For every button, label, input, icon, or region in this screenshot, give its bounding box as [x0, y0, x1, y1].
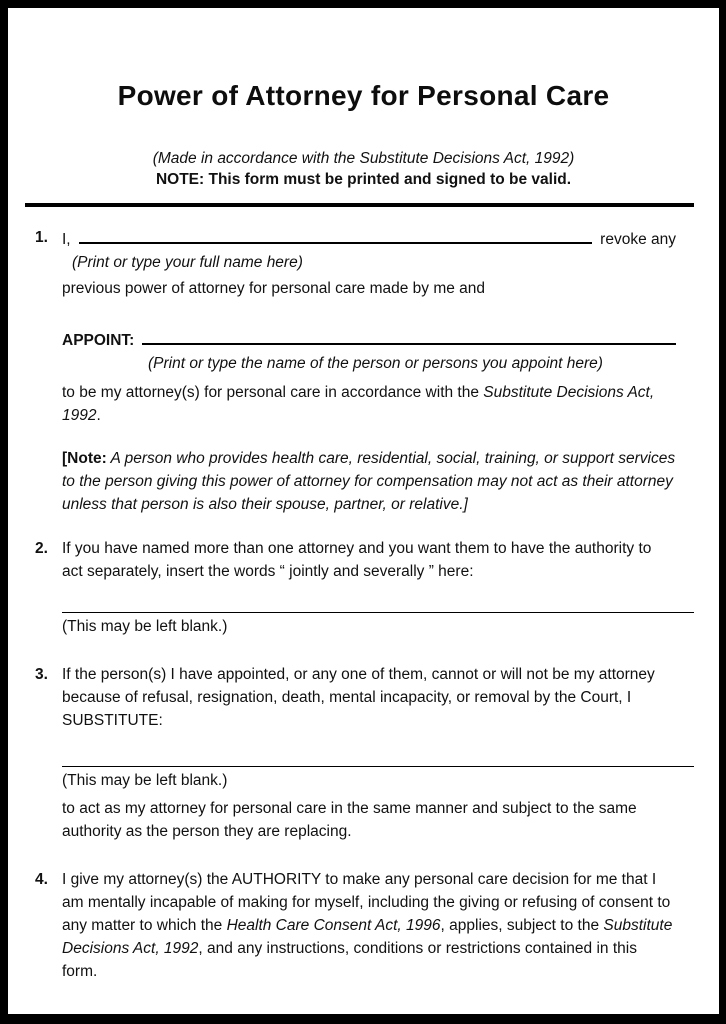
principal-name-line[interactable]	[79, 226, 593, 244]
principal-name-row	[62, 226, 676, 251]
blank-hint-3: (This may be left blank.)	[62, 772, 228, 789]
appoint-continuation-text: to be my attorney(s) for personal care in accordance with the	[62, 384, 484, 401]
substitute-decisions-act-ref: Substitute Decisions Act, 1992	[62, 384, 655, 424]
note-close-bracket: ]	[463, 496, 468, 513]
substitute-decisions-act-ref-2: Substitute Decisions Act, 1992	[62, 917, 673, 957]
accordance-subtitle: (Made in accordance with the Substitute Decisions Act, 1992)	[152, 150, 575, 167]
item-4-text	[62, 868, 676, 983]
item-2-number: 2.	[35, 540, 48, 557]
item-2-text: If you have named more than one attorney and you want them to have the authority to act separately, insert the words “ jointly and severally ” here:	[62, 540, 652, 580]
appointee-name-line[interactable]	[142, 327, 676, 345]
blank-hint-2: (This may be left blank.)	[62, 618, 228, 635]
item-1-body	[62, 226, 676, 516]
note-body: A person who provides health care, residential, social, training, or support services to the person giving this power of attorney for compensation may not act as their attorney unless that person is also their spouse, partner, or relative.	[62, 450, 676, 513]
note-label: [Note:	[62, 450, 107, 467]
item-1	[35, 226, 676, 516]
substitute-name-line[interactable]	[62, 766, 694, 767]
item-4	[35, 868, 676, 983]
form-title: Power of Attorney for Personal Care	[117, 80, 610, 111]
print-name-hint: (Print or type your full name here)	[72, 254, 303, 271]
authority-text: I give my attorney(s) the AUTHORITY to make any personal care decision for me that I am mentally incapable of making for myself, including the giving or refusing of consent to any matter to which the	[62, 871, 671, 934]
header-rule	[25, 203, 694, 207]
item-1-number: 1.	[35, 229, 48, 246]
appoint-continuation-period: .	[96, 407, 101, 424]
form-page	[8, 8, 719, 1014]
item-1-lead: I,	[62, 231, 71, 248]
substitute-continuation: to act as my attorney for personal care in the same manner and subject to the same authority as the person they are replacing.	[62, 800, 637, 840]
appoint-row	[62, 327, 676, 352]
previous-poa-text: previous power of attorney for personal care made by me and	[62, 280, 486, 297]
authority-text-end: , and any instructions, conditions or restrictions contained in this form.	[62, 940, 637, 980]
item-3-number: 3.	[35, 666, 48, 683]
item-3-text: If the person(s) I have appointed, or any one of them, cannot or will not be my attorney because of refusal, resignation, death, mental incapacity, or removal by the Court, I SUBSTITUTE:	[62, 666, 655, 729]
appoint-continuation	[62, 381, 676, 427]
jointly-severally-line[interactable]	[62, 612, 694, 613]
form-body	[8, 226, 719, 983]
print-note: NOTE: This form must be printed and signed to be valid.	[155, 171, 572, 188]
authority-text-middle: , applies, subject to the	[440, 917, 604, 934]
appointee-name-hint: (Print or type the name of the person or persons you appoint here)	[148, 355, 603, 372]
item-4-number: 4.	[35, 871, 48, 888]
revoke-any-text: revoke any	[600, 231, 676, 248]
item-3	[35, 663, 676, 732]
compensation-note	[62, 447, 676, 516]
appoint-label: APPOINT:	[62, 332, 135, 349]
item-2	[35, 537, 676, 583]
health-care-consent-act-ref: Health Care Consent Act, 1996	[226, 917, 441, 934]
